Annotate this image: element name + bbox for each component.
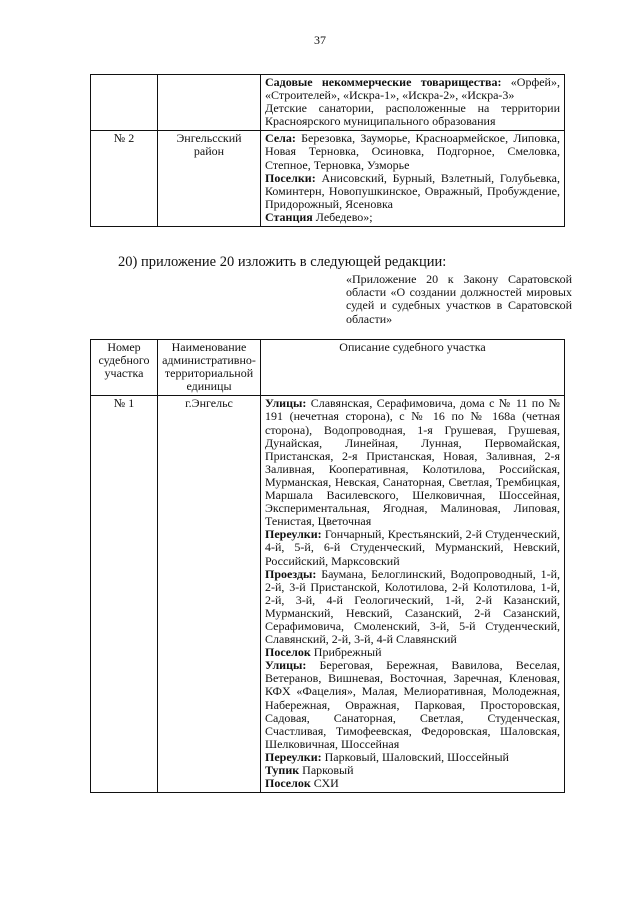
column-header-description: Описание судебного участка bbox=[261, 340, 565, 396]
paragraph-text: «Орфей», «Строителей», «Искра-1», «Искра-2», «Искра-3» bbox=[265, 75, 560, 103]
paragraph-heading: Садовые некоммерческие товарищества: bbox=[265, 75, 502, 89]
paragraph-heading: Проезды: bbox=[265, 566, 317, 581]
paragraph-heading: Поселки: bbox=[265, 170, 316, 185]
table-row bbox=[91, 75, 565, 131]
paragraph-text: Береговая, Бережная, Вавилова, Веселая, Ветеранов, Вишневая, Восточная, Заречная, Кленовая, КФХ «Фацелия», Малая, Мелиоративная, Молодежная, Набережная, Овражная, Парковая, Просторовская, Садовая, Санаторная, Светлая, Студенческая, Счастливая, Тимофеевская, Федоровская, Шаловская, Шелковичная, Шоссейная bbox=[265, 658, 560, 751]
territorial-unit-cell: Энгельсский район bbox=[158, 131, 261, 227]
paragraph-text: СХИ bbox=[310, 776, 339, 791]
paragraph-text: Анисовский, Бурный, Взлетный, Голубьевка, Коминтерн, Новопушкинское, Овражный, Пробуждение, Придорожный, Ясеновка bbox=[265, 170, 560, 211]
description-paragraph bbox=[265, 132, 560, 171]
description-paragraph bbox=[265, 397, 560, 528]
column-header-number: Номер судебного участка bbox=[91, 340, 158, 396]
paragraph-text: Парковый, Шаловский, Шоссейный bbox=[321, 749, 509, 764]
page-number: 37 bbox=[314, 33, 326, 47]
description-paragraph bbox=[265, 102, 560, 128]
paragraph-heading: Тупик bbox=[265, 763, 300, 777]
paragraph-heading: Переулки: bbox=[265, 749, 322, 764]
table-row bbox=[91, 396, 565, 793]
paragraph-text: Гончарный, Крестьянский, 2-й Студенческий, 4-й, 5-й, 6-й Студенческий, Мурманский, Невский, Российский, Марксовский bbox=[265, 527, 560, 568]
amendment-instruction: 20) приложение 20 изложить в следующей редакции: bbox=[118, 254, 447, 270]
description-paragraph bbox=[265, 172, 560, 211]
description-paragraph bbox=[265, 76, 560, 102]
description-paragraph bbox=[265, 659, 560, 751]
court-districts-table bbox=[90, 339, 565, 793]
territorial-unit-cell: г.Энгельс bbox=[158, 396, 261, 793]
description-paragraph bbox=[265, 211, 560, 224]
paragraph-text: Прибрежный bbox=[310, 645, 382, 660]
description-paragraph bbox=[265, 528, 560, 567]
paragraph-heading: Улицы: bbox=[265, 658, 307, 673]
court-number-cell: № 1 bbox=[91, 396, 158, 793]
description-paragraph bbox=[265, 568, 560, 647]
paragraph-text: Лебедево»; bbox=[312, 209, 373, 224]
column-header-unit: Наименование административно-территориальной единицы bbox=[158, 340, 261, 396]
paragraph-heading: Улицы: bbox=[265, 396, 307, 411]
paragraph-text: Березовка, Зауморье, Красноармейское, Липовка, Новая Терновка, Осиновка, Подгорное, Смеловка, Степное, Терновка, Узморье bbox=[265, 131, 560, 172]
paragraph-heading: Села: bbox=[265, 131, 296, 146]
table-row bbox=[91, 131, 565, 227]
continuation-table bbox=[90, 74, 565, 227]
territorial-unit-cell bbox=[158, 75, 261, 131]
court-number-cell bbox=[91, 75, 158, 131]
appendix-header: «Приложение 20 к Закону Саратовской области «О создании должностей мировых судей и судебных участков в Саратовской области» bbox=[346, 272, 572, 326]
paragraph-heading: Станция bbox=[265, 209, 313, 224]
paragraph-text: Детские санатории, расположенные на территории Красноярского муниципального образования bbox=[265, 101, 560, 129]
paragraph-text: Парковый bbox=[299, 763, 354, 777]
table-header-row bbox=[91, 340, 565, 396]
paragraph-text: Славянская, Серафимовича, дома с № 11 по № 191 (нечетная сторона), с № 16 по № 168а (четная сторона), Водопроводная, 1-я Грушевая, Грушевая, Дунайская, Линейная, Лунная, Первомайская, Пристанская, 2-я Пристанская, Новая, Заливная, 2-я Заливная, Кооперативная, Колотилова, Российская, Мурманская, Невская, Санаторная, Светлая, Трембицкая, Маршала Василевского, Шелковичная, Шоссейная, Экспериментальная, Ягодная, Малиновая, Липовая, Тенистая, Цветочная bbox=[265, 396, 560, 529]
paragraph-text: Баумана, Белоглинский, Водопроводный, 1-й, 2-й, 3-й Пристанской, Колотилова, 2-й Колотилова, 1-й, 2-й, 3-й, 4-й Геологический, 1-й, 2-й Казанский, Мурманский, Невский, Сазанский, 2-й Сазанский, Серафимовича, Смоленский, 3-й, 5-й Студенческий, Славянский, 2-й, 3-й, 4-й Славянский bbox=[265, 566, 560, 647]
description-cell bbox=[261, 75, 565, 131]
description-cell bbox=[261, 131, 565, 227]
description-cell bbox=[261, 396, 565, 793]
court-number-cell: № 2 bbox=[91, 131, 158, 227]
paragraph-heading: Переулки: bbox=[265, 527, 322, 542]
paragraph-heading: Поселок bbox=[265, 645, 311, 660]
paragraph-heading: Поселок bbox=[265, 776, 311, 791]
description-paragraph bbox=[265, 777, 560, 790]
